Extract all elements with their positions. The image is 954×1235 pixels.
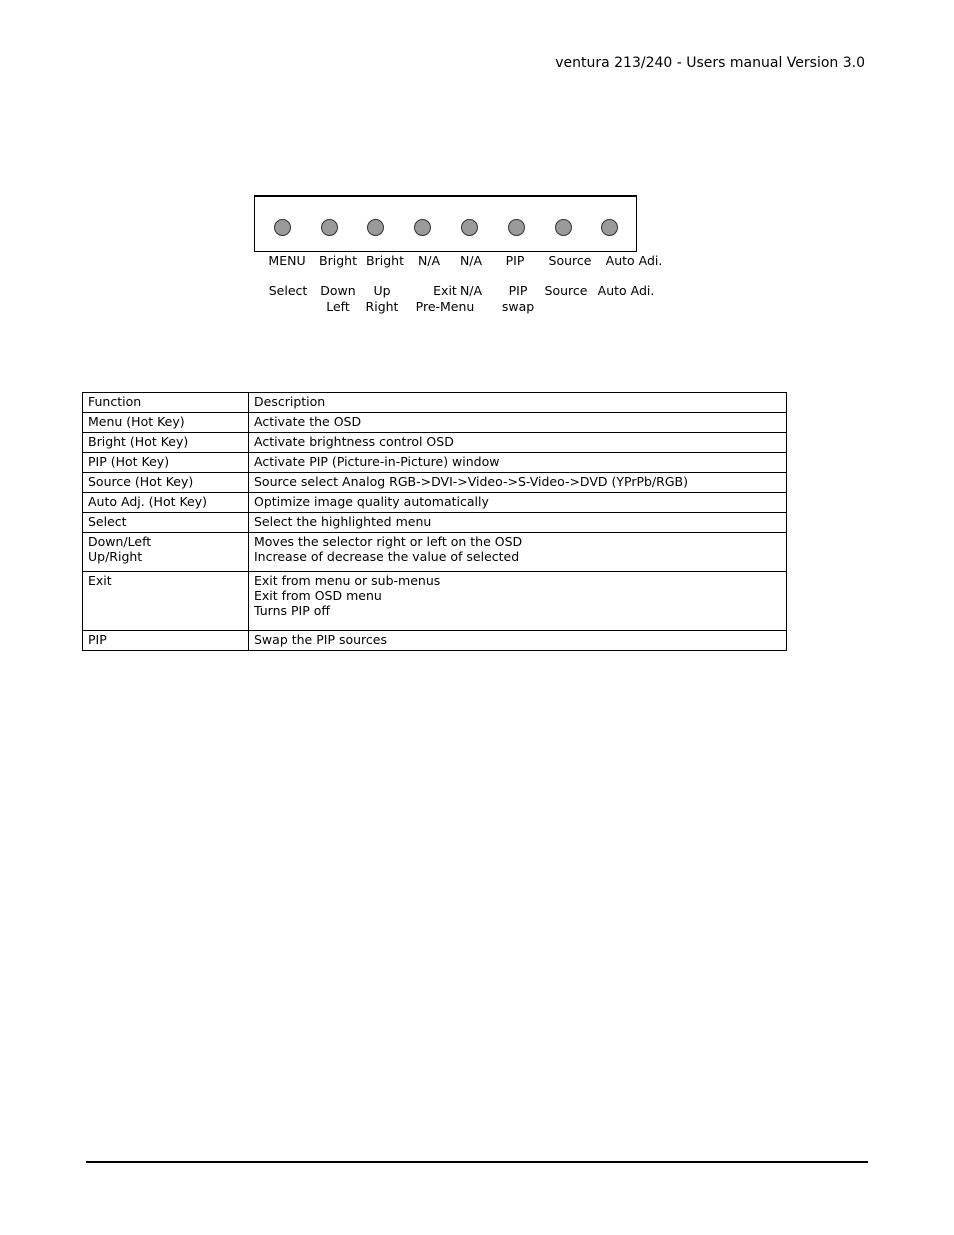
table-row — [83, 533, 787, 572]
table-cell-line: PIP — [88, 632, 107, 647]
button-bottom-label-line: Up — [373, 283, 391, 298]
button-bottom-label-line: N/A — [459, 283, 483, 298]
button-bottom-label-line: swap — [501, 299, 535, 314]
button-top-label: PIP — [505, 253, 525, 268]
button-top-label: Auto Adi. — [605, 253, 663, 268]
table-row — [83, 572, 787, 631]
table-cell-description — [249, 453, 787, 473]
button-top-label: Bright — [319, 253, 357, 268]
table-cell-line: Source select Analog RGB->DVI->Video->S-Video->DVD (YPrPb/RGB) — [254, 474, 688, 489]
table-cell-line: Activate brightness control OSD — [254, 434, 454, 449]
table-cell-function — [83, 572, 249, 631]
table-cell-description — [249, 433, 787, 453]
button-bottom-label-line: Down — [320, 283, 356, 298]
table-cell-line: Activate the OSD — [254, 414, 362, 429]
table-cell-function — [83, 413, 249, 433]
table-cell-line: Swap the PIP sources — [254, 632, 387, 647]
table-cell-function — [83, 433, 249, 453]
footer-divider — [86, 1161, 868, 1163]
button-bottom-label — [545, 283, 588, 299]
table-cell-line: Increase of decrease the value of selected — [254, 549, 520, 564]
table-header-function: Function — [83, 393, 249, 413]
panel-button-3[interactable] — [414, 219, 431, 236]
button-bottom-label-line: PIP — [508, 283, 528, 298]
button-top-label: Bright — [366, 253, 404, 268]
button-bottom-label-line: Right — [365, 299, 399, 314]
table-cell-line: Bright (Hot Key) — [88, 434, 189, 449]
table-cell-line: Up/Right — [88, 549, 143, 564]
table-row — [83, 513, 787, 533]
table-cell-description — [249, 493, 787, 513]
panel-button-2[interactable] — [367, 219, 384, 236]
function-table — [82, 392, 787, 651]
button-bottom-label — [502, 283, 534, 315]
table-cell-function — [83, 533, 249, 572]
page-header-title: ventura 213/240 - Users manual Version 3.0 — [555, 55, 865, 71]
table-header-row — [83, 393, 787, 413]
table-cell-description — [249, 533, 787, 572]
table-header-description: Description — [249, 393, 787, 413]
button-bottom-label-line: Source — [544, 283, 588, 298]
table-cell-line: Activate PIP (Picture-in-Picture) window — [254, 454, 500, 469]
table-row — [83, 413, 787, 433]
panel-button-0[interactable] — [274, 219, 291, 236]
table-cell-line: Menu (Hot Key) — [88, 414, 185, 429]
table-cell-line: Select the highlighted menu — [254, 514, 432, 529]
table-cell-description — [249, 513, 787, 533]
button-top-label: MENU — [268, 253, 306, 268]
table-cell-line: Auto Adj. (Hot Key) — [88, 494, 208, 509]
button-bottom-label — [320, 283, 355, 315]
table-row — [83, 453, 787, 473]
button-bottom-label — [598, 283, 655, 299]
table-cell-line: Down/Left — [88, 534, 152, 549]
table-row — [83, 473, 787, 493]
table-row — [83, 493, 787, 513]
table-cell-description — [249, 413, 787, 433]
table-cell-function — [83, 493, 249, 513]
table-cell-line: Select — [88, 514, 127, 529]
table-cell-line: Exit — [88, 573, 112, 588]
button-top-label: N/A — [417, 253, 441, 268]
panel-button-4[interactable] — [461, 219, 478, 236]
button-bottom-label-line: Auto Adi. — [597, 283, 655, 298]
button-bottom-label-line: Select — [268, 283, 308, 298]
button-bottom-label — [366, 283, 399, 315]
table-cell-line: Source (Hot Key) — [88, 474, 194, 489]
table-cell-line: Turns PIP off — [254, 603, 330, 618]
button-top-label: N/A — [459, 253, 483, 268]
panel-button-5[interactable] — [508, 219, 525, 236]
monitor-button-panel — [254, 195, 637, 252]
button-bottom-label — [460, 283, 482, 299]
button-top-label: Source — [548, 253, 592, 268]
panel-button-6[interactable] — [555, 219, 572, 236]
table-cell-description — [249, 631, 787, 651]
table-cell-function — [83, 473, 249, 493]
table-cell-line: Exit from OSD menu — [254, 588, 382, 603]
table-cell-line: Optimize image quality automatically — [254, 494, 489, 509]
table-cell-line: PIP (Hot Key) — [88, 454, 170, 469]
panel-button-7[interactable] — [601, 219, 618, 236]
table-cell-description — [249, 572, 787, 631]
button-bottom-label-line: Exit — [433, 283, 457, 298]
table-cell-description — [249, 473, 787, 493]
table-cell-line: Exit from menu or sub-menus — [254, 573, 441, 588]
table-row — [83, 631, 787, 651]
table-cell-function — [83, 453, 249, 473]
table-row — [83, 433, 787, 453]
button-bottom-label — [269, 283, 308, 299]
button-bottom-label-line: Left — [326, 299, 350, 314]
button-bottom-label-line: Pre-Menu — [415, 299, 475, 314]
table-cell-function — [83, 513, 249, 533]
table-cell-line: Moves the selector right or left on the OSD — [254, 534, 523, 549]
table-cell-function — [83, 631, 249, 651]
panel-button-1[interactable] — [321, 219, 338, 236]
